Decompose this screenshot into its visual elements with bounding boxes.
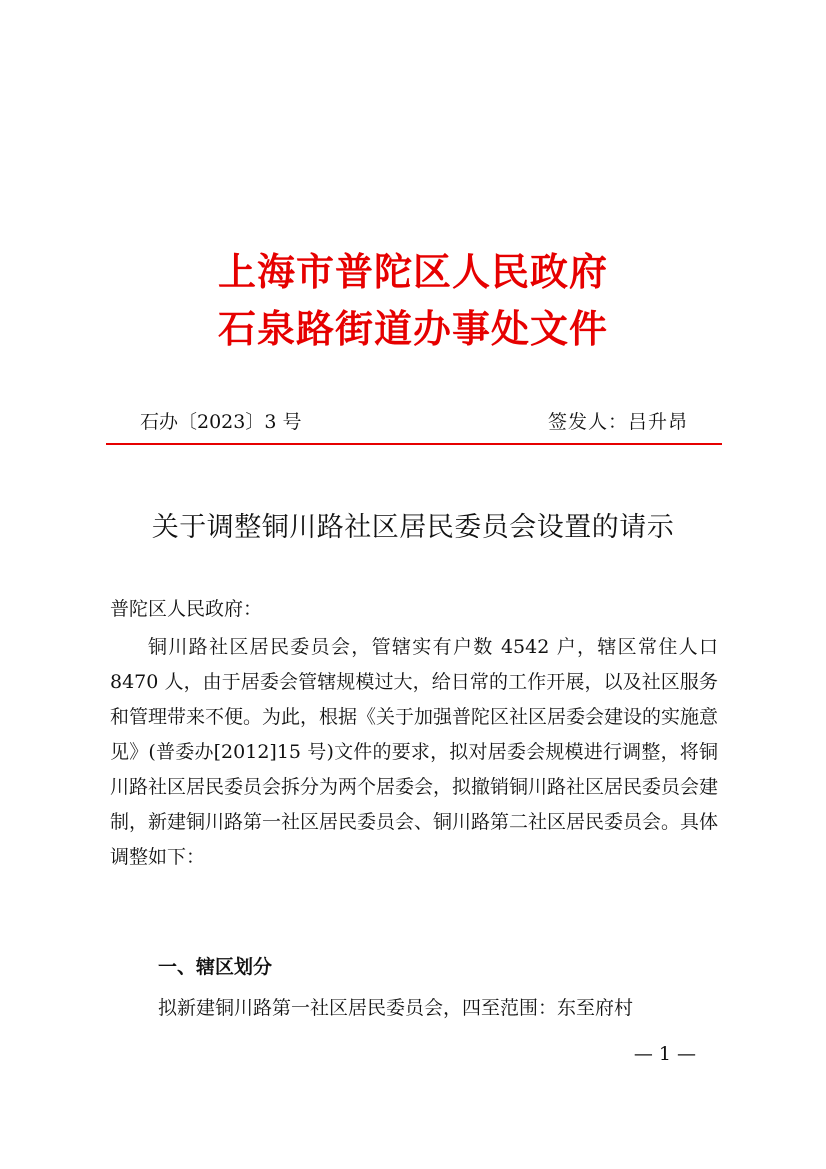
page-number: — 1 —	[633, 1043, 696, 1065]
body-paragraph-2: 拟新建铜川路第一社区居民委员会，四至范围：东至府村	[158, 997, 634, 1019]
document-number: 石办〔2023〕3 号	[140, 411, 302, 433]
issuer-title-line2: 石泉路街道办事处文件	[217, 306, 608, 351]
section-heading-1: 一、辖区划分	[158, 956, 273, 978]
signer: 签发人：吕升昂	[547, 411, 688, 433]
document-title: 关于调整铜川路社区居民委员会设置的请示	[151, 512, 675, 543]
issuer-title-line1: 上海市普陀区人民政府	[217, 249, 608, 294]
red-divider	[106, 443, 722, 445]
salutation: 普陀区人民政府：	[110, 598, 263, 620]
body-paragraph-1: 铜川路社区居民委员会，管辖实有户数 4542 户，辖区常住人口 8470 人，由于居委会管辖规模过大，给日常的工作开展，以及社区服务和管理带来不便。为此，根据《关于加强普陀区社区居委会建设的实施意见》(普委办[2012]15 号)文件的要求，拟对居委会规模进行调整，将铜川路社区居民委员会拆分为两个居委会，拟撤销铜川路社区居民委员会建制，新建铜川路第一社区居民委员会、铜川路第二社区居民委员会。具体调整如下：	[110, 636, 719, 868]
